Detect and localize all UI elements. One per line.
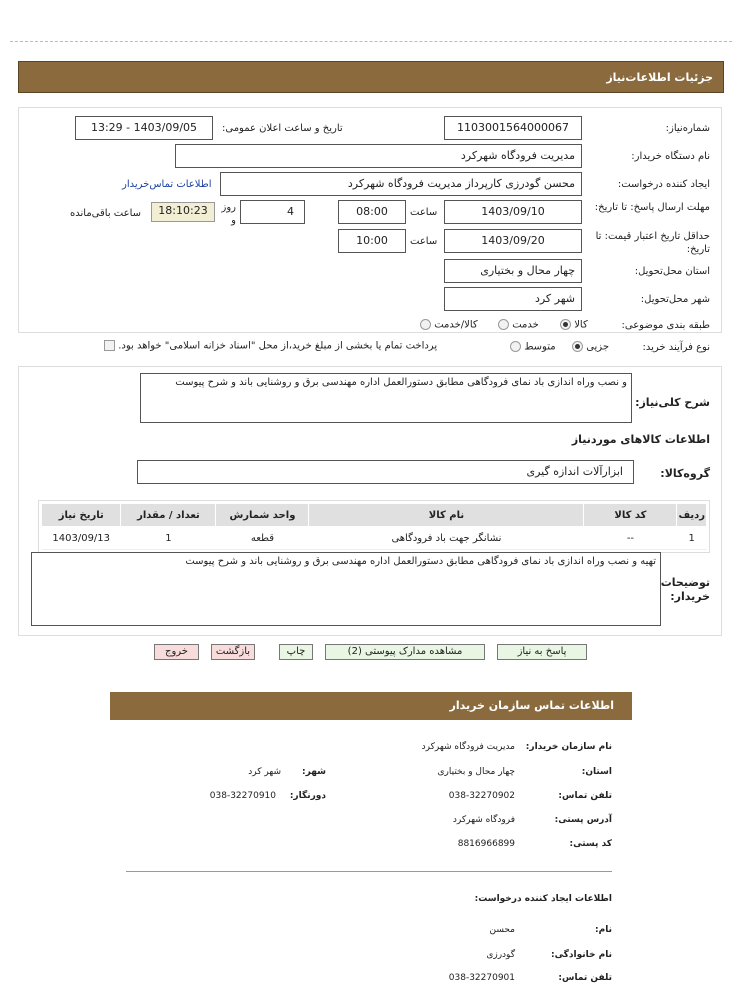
- radio-icon: [510, 341, 521, 352]
- contact-postal-value: 8816966899: [457, 839, 515, 849]
- contact-fax-value: 038-32270910: [209, 791, 276, 801]
- validity-date-field: 1403/09/20: [444, 229, 582, 253]
- buyer-contact-link[interactable]: اطلاعات تماس‌خریدار: [122, 179, 212, 190]
- contact-phone-label: تلفن تماس:: [558, 791, 612, 801]
- contact-province-label: استان:: [581, 767, 612, 777]
- process-label: نوع فرآیند خرید:: [642, 342, 710, 353]
- category-service-text: خدمت: [512, 319, 539, 331]
- need-number-field: 1103001564000067: [444, 116, 582, 140]
- province-label: استان محل‌تحویل:: [634, 266, 710, 277]
- cell-row: 1: [677, 527, 707, 550]
- creator-phone-label: تلفن تماس:: [558, 973, 612, 983]
- creator-family-label: نام خانوادگی:: [550, 950, 612, 960]
- deadline-time-field: 08:00: [338, 200, 406, 224]
- radio-selected-icon: [560, 319, 571, 330]
- exit-button[interactable]: خروج: [154, 644, 199, 660]
- process-small-option[interactable]: [572, 341, 609, 353]
- city-field: شهر کرد: [444, 287, 582, 311]
- th-name: نام کالا: [309, 504, 584, 527]
- countdown-field: 18:10:23: [151, 202, 215, 222]
- day-label: روز و: [221, 202, 236, 226]
- table-header-row: [42, 504, 707, 527]
- deadline-date-field: 1403/09/10: [444, 200, 582, 224]
- process-medium-text: متوسط: [524, 341, 556, 353]
- payment-note: [104, 340, 437, 352]
- payment-note-text: پرداخت تمام یا بخشی از مبلغ خرید،از محل "اسناد خزانه اسلامی" خواهد بود.: [118, 340, 438, 352]
- deadline-label: مهلت ارسال پاسخ: تا تاریخ:: [594, 202, 710, 213]
- remaining-label: ساعت باقی‌مانده: [70, 208, 142, 219]
- creator-name-value: محسن: [489, 925, 515, 935]
- goods-section-title: اطلاعات کالاهای موردنیاز: [571, 433, 710, 446]
- announce-field: 1403/09/05 - 13:29: [75, 116, 213, 140]
- th-unit: واحد شمارش: [216, 504, 309, 527]
- creator-family-value: گودرزی: [486, 950, 515, 960]
- validity-label: حداقل تاریخ اعتبار قیمت: تا تاریخ:: [595, 231, 710, 255]
- contact-divider: [126, 871, 612, 872]
- group-field: ابزارآلات اندازه گیری: [137, 460, 634, 484]
- contact-section-title: اطلاعات تماس سازمان خریدار: [110, 692, 632, 720]
- need-number-label: شماره‌نیاز:: [665, 123, 710, 134]
- description-label: شرح کلی‌نیاز:: [635, 396, 710, 409]
- contact-fax-label: دورنگار:: [289, 791, 326, 801]
- days-field: 4: [240, 200, 305, 224]
- table-row[interactable]: [42, 527, 707, 550]
- th-qty: تعداد / مقدار: [121, 504, 216, 527]
- buyer-org-field: مدیریت فرودگاه شهرکرد: [175, 144, 582, 168]
- cell-code: --: [584, 527, 677, 550]
- cell-qty: 1: [121, 527, 216, 550]
- deadline-time-label: ساعت: [410, 207, 438, 218]
- contact-address-label: آدرس پستی:: [554, 815, 612, 825]
- contact-address-value: فرودگاه شهرکرد: [452, 815, 515, 825]
- announce-label: تاریخ و ساعت اعلان عمومی:: [222, 123, 343, 134]
- creator-name-label: نام:: [595, 925, 612, 935]
- radio-icon: [498, 319, 509, 330]
- buyer-notes-label: توضیحات خریدار:: [660, 576, 710, 603]
- contact-phone-value: 038-32270902: [448, 791, 515, 801]
- cell-date: 1403/09/13: [42, 527, 121, 550]
- page-title: جزئیات اطلاعات‌نیاز: [18, 61, 724, 93]
- radio-icon: [420, 319, 431, 330]
- category-label: طبقه بندی موضوعی:: [621, 320, 710, 331]
- buyer-notes-textarea[interactable]: تهیه و نصب وراه اندازی باد نمای فرودگاهی مطابق دستورالعمل اداره مهندسی برق و روشنایی باند و شرح پیوست: [31, 552, 661, 626]
- back-button[interactable]: بازگشت: [211, 644, 255, 660]
- attachments-button[interactable]: مشاهده مدارک پیوستی (2): [325, 644, 485, 660]
- creator-phone-value: 038-32270901: [448, 973, 515, 983]
- category-goods-option[interactable]: [560, 319, 588, 331]
- description-textarea[interactable]: و نصب وراه اندازی باد نمای فرودگاهی مطابق دستورالعمل اداره مهندسی برق و روشنایی باند و شرح پیوست: [140, 373, 632, 423]
- category-service-option[interactable]: [498, 319, 539, 331]
- print-button[interactable]: چاپ: [279, 644, 313, 660]
- category-both-option[interactable]: [420, 319, 478, 331]
- radio-selected-icon: [572, 341, 583, 352]
- process-small-text: جزیی: [586, 341, 610, 353]
- th-row: ردیف: [677, 504, 707, 527]
- contact-postal-label: کد پستی:: [569, 839, 612, 849]
- contact-city-label: شهر:: [302, 767, 326, 777]
- cell-unit: قطعه: [216, 527, 309, 550]
- creator-info-title: اطلاعات ایجاد کننده درخواست:: [474, 894, 612, 904]
- group-label: گروه‌کالا:: [660, 467, 710, 480]
- contact-province-value: چهار محال و بختیاری: [437, 767, 515, 777]
- validity-time-field: 10:00: [338, 229, 406, 253]
- province-field: چهار محال و بختیاری: [444, 259, 582, 283]
- top-divider: [10, 41, 732, 42]
- validity-time-label: ساعت: [410, 236, 438, 247]
- th-date: تاریخ نیاز: [42, 504, 121, 527]
- items-table: [41, 503, 707, 550]
- reply-button[interactable]: پاسخ به نیاز: [497, 644, 587, 660]
- checkbox-icon[interactable]: [104, 340, 115, 351]
- th-code: کد کالا: [584, 504, 677, 527]
- buyer-org-label: نام دستگاه خریدار:: [631, 151, 710, 162]
- contact-city-value: شهر کرد: [248, 767, 281, 777]
- creator-field: محسن گودرزی کارپرداز مدیریت فرودگاه شهرکرد: [220, 172, 582, 196]
- creator-label: ایجاد کننده درخواست:: [617, 179, 710, 190]
- category-goods-text: کالا: [574, 319, 588, 331]
- contact-org-label: نام سازمان خریدار:: [525, 742, 612, 752]
- contact-org-value: مدیریت فرودگاه شهرکرد: [421, 742, 515, 752]
- cell-name: نشانگر جهت باد فرودگاهی: [309, 527, 584, 550]
- city-label: شهر محل‌تحویل:: [640, 294, 710, 305]
- category-both-text: کالا/خدمت: [434, 319, 478, 331]
- items-table-wrap: [38, 500, 710, 553]
- process-medium-option[interactable]: [510, 341, 556, 353]
